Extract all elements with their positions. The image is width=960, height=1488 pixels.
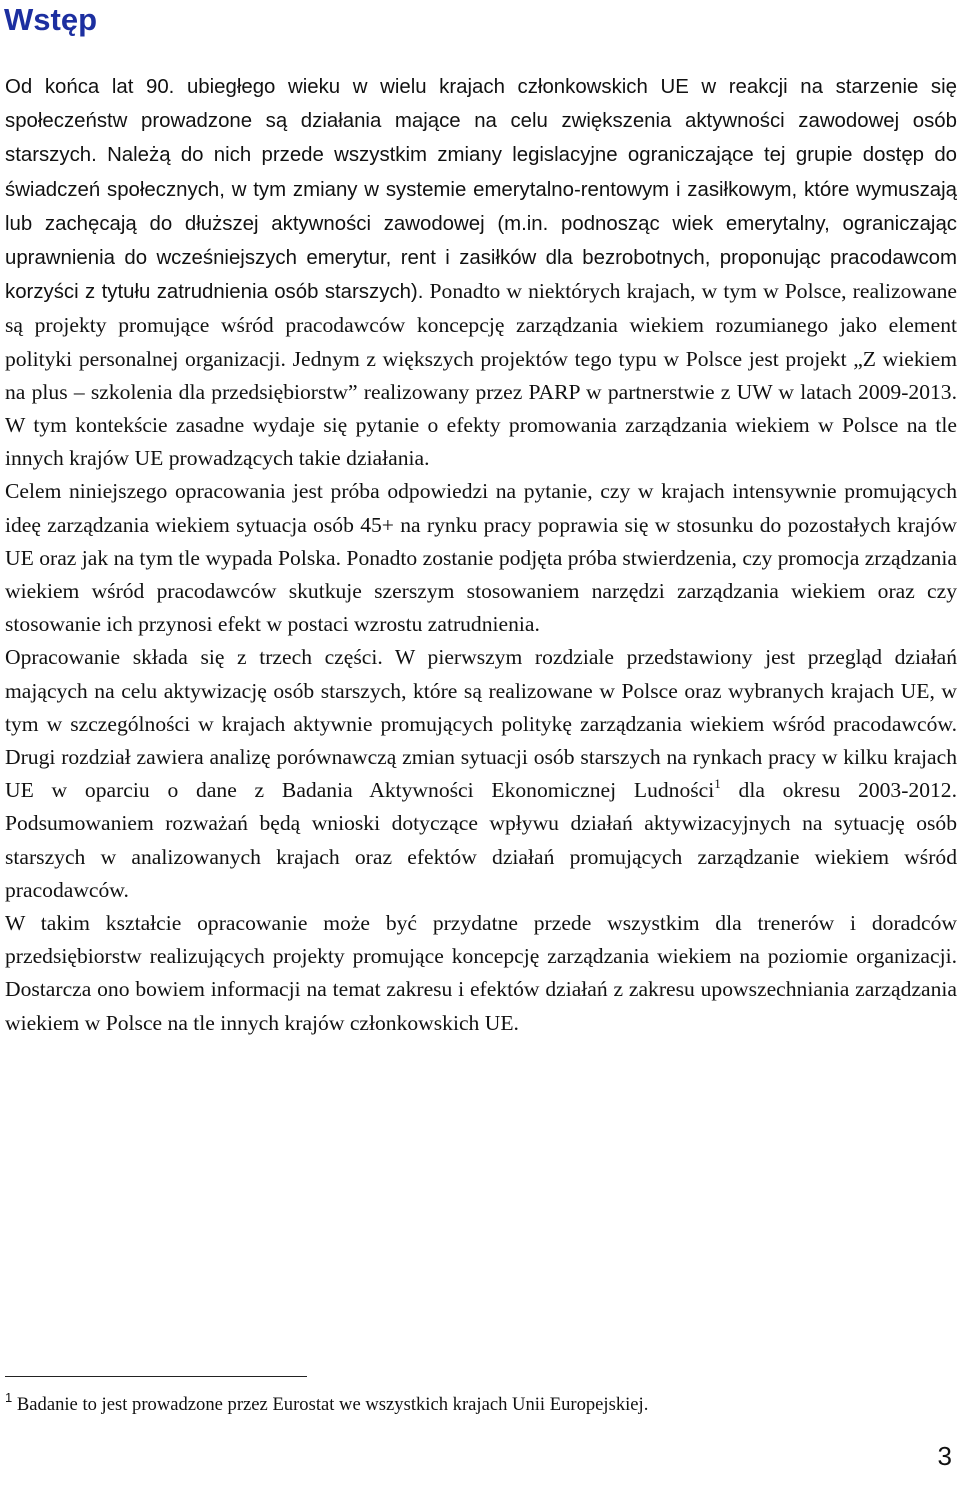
section-heading: Wstęp: [4, 2, 97, 37]
paragraph-intro: [5, 70, 957, 475]
body-text: [5, 70, 957, 1040]
page-number: 3: [937, 1441, 952, 1471]
paragraph-aim: Celem niniejszego opracowania jest próba odpowiedzi na pytanie, czy w krajach intensywnie promujących ideę zarządzania wiekiem sytuacja osób 45+ na rynku pracy poprawia się w stosunku do pozostałych krajów UE oraz jak na tym tle wypada Polska. Ponadto zostanie podjęta próba stwierdzenia, czy promocja zrządzania wiekiem wśród pracodawców skutkuje szerszym stosowaniem narzędzi zarządzania wiekiem oraz czy stosowanie ich przynosi efekt w postaci wzrostu zatrudnienia.: [5, 479, 957, 637]
paragraph-structure-text: Opracowanie składa się z trzech części. W pierwszym rozdziale przedstawiony jest przegląd działań mających na celu aktywizację osób starszych, które są realizowane w Polsce oraz wybranych krajach UE, w tym w szczególności w krajach aktywnie promujących politykę zarządzania wiekiem wśród pracodawców. Drugi rozdział zawiera analizę porównawczą zmian sytuacji osób starszych na rynkach pracy w kilku krajach UE w oparciu o dane z Badania Aktywności Ekonomicznej Ludności: [5, 645, 957, 803]
paragraph-structure-text-continued: dla okresu 2003-2012. Podsumowaniem rozważań będą wnioski dotyczące wpływu działań aktywizacyjnych na sytuację osób starszych w analizowanych krajach oraz efektów działań promujących zarządzanie wiekiem wśród pracodawców.: [5, 778, 957, 902]
footnote-mark: 1: [5, 1390, 13, 1405]
footnote-text: Badanie to jest prowadzone przez Eurostat we wszystkich krajach Unii Europejskiej.: [12, 1394, 649, 1415]
paragraph-intro-sans-part: Od końca lat 90. ubiegłego wieku w wielu krajach członkowskich UE w reakcji na starzenie się społeczeństw prowadzone są działania mające na celu zwiększenia aktywności zawodowej osób starszych. Należą do nich przede wszystkim zmiany legislacyjne ograniczające tej grupie dostęp do świadczeń społecznych, w tym zmiany w systemie emerytalno-rentowym i zasiłkowym, które wymuszają lub zachęcają do dłuższej aktywności zawodowej (m.in. podnosząc wiek emerytalny, ograniczając uprawnienia do wcześniejszych emerytur, rent i zasiłków dla bezrobotnych, proponując pracodawcom korzyści z tytułu zatrudnienia osób starszych).: [5, 76, 957, 304]
paragraph-audience: W takim kształcie opracowanie może być przydatne przede wszystkim dla trenerów i doradców przedsiębiorstw realizujących projekty promujące koncepcję zarządzania wiekiem na poziomie organizacji. Dostarcza ono bowiem informacji na temat zakresu i efektów działań z zakresu upowszechniania zarządzania wiekiem w Polsce na tle innych krajów członkowskich UE.: [5, 911, 957, 1035]
footnote-reference[interactable]: 1: [714, 776, 721, 792]
paragraph-intro-serif-part: Ponadto w niektórych krajach, w tym w Polsce, realizowane są projekty promujące wśród pracodawców koncepcję zarządzania wiekiem rozumianego jako element polityki personalnej organizacji. Jednym z większych projektów tego typu w Polsce jest projekt „Z wiekiem na plus – szkolenia dla przedsiębiorstw” realizowany przez PARP w partnerstwie z UW w latach 2009-2013. W tym kontekście zasadne wydaje się pytanie o efekty promowania zarządzania wiekiem w Polsce na tle innych krajów UE prowadzących takie działania.: [5, 279, 957, 471]
footnote: [5, 1392, 945, 1418]
paragraph-structure: [5, 641, 957, 907]
footnote-divider: [5, 1376, 307, 1377]
